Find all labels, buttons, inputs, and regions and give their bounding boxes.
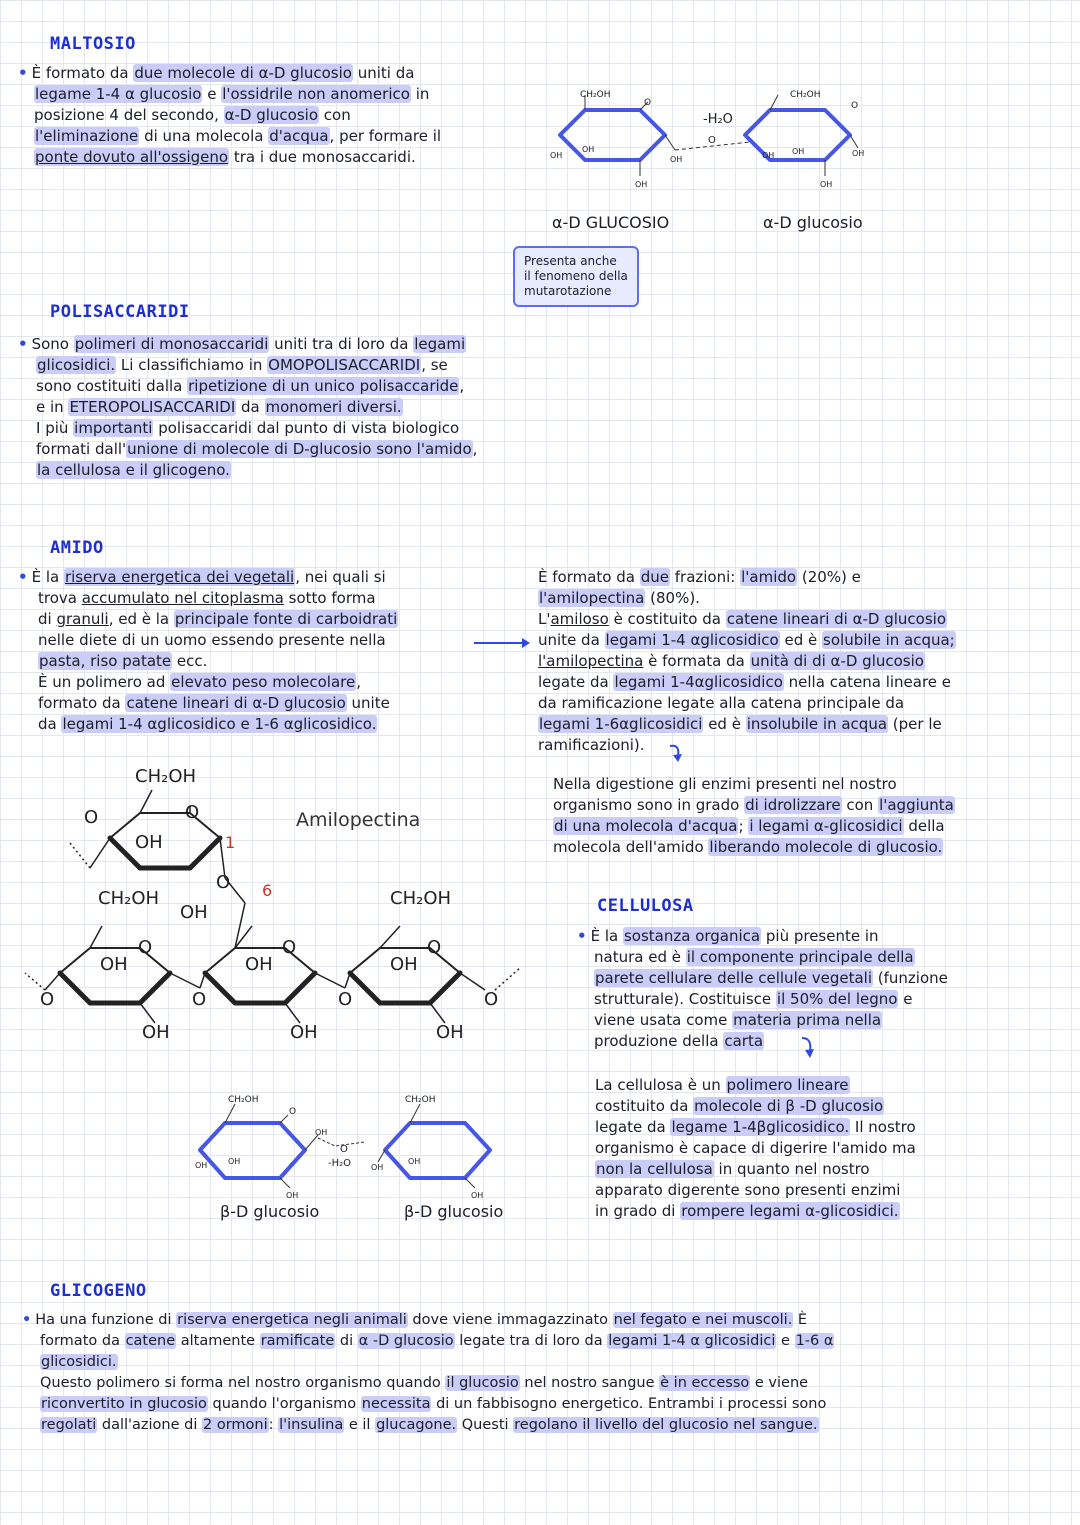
curved-arrow-icon [668, 742, 688, 764]
cellulosa-title: CELLULOSA [597, 896, 694, 916]
svg-text:OH: OH [762, 151, 775, 160]
polisaccaridi-title: POLISACCARIDI [50, 302, 190, 322]
svg-text:OH: OH [436, 1022, 464, 1043]
svg-text:O: O [340, 1144, 348, 1155]
svg-text:OH: OH [820, 180, 833, 189]
svg-text:O: O [40, 989, 55, 1010]
alpha-glucose-label-left: α-D GLUCOSIO [552, 213, 670, 232]
cellulosa-structure-text: La cellulosa è un polimero lineare costituito da molecole di β -D glucosio legate da legame 1-4βglicosidico. Il nostro organismo è capace di digerire l'amido ma non la cellulosa in quanto nel nostro apparato digerente sono presenti enzimi in grado di rompere legami α-glicosidici. [595, 1076, 916, 1220]
svg-text:O: O [851, 101, 859, 111]
svg-text:O: O [138, 937, 153, 958]
amylopectin-diagram [20, 758, 550, 1048]
mutarotation-note: Presenta anche il fenomeno della mutarotazione [513, 246, 639, 307]
maltosio-text: • È formato da due molecole di α-D glucosio uniti da legame 1-4 α glucosio e l'ossidrile non anomerico in posizione 4 del secondo, α-D glucosio con l'eliminazione di una molecola d'acqua, per formare il ponte dovuto all'ossigeno tra i due monosaccaridi. [18, 64, 442, 166]
svg-text:O: O [338, 989, 353, 1010]
svg-text:O: O [282, 937, 297, 958]
maltose-structure-diagram [540, 80, 900, 205]
svg-text:OH: OH [390, 954, 418, 975]
svg-text:O: O [185, 802, 200, 823]
svg-text:OH: OH [635, 180, 648, 189]
amido-title: AMIDO [50, 538, 104, 558]
svg-text:CH₂OH: CH₂OH [580, 90, 611, 100]
arrow-right-icon [472, 636, 532, 650]
svg-text:O: O [484, 989, 499, 1010]
svg-text:6: 6 [262, 881, 273, 900]
svg-text:O: O [84, 807, 99, 828]
bullet-icon: • [18, 568, 28, 586]
bullet-icon: • [22, 1312, 32, 1328]
svg-text:OH: OH [471, 1191, 484, 1200]
svg-text:O: O [708, 135, 716, 146]
svg-text:OH: OH [228, 1157, 241, 1166]
alpha-glucose-label-right: α-D glucosio [763, 213, 863, 232]
bullet-icon: • [577, 927, 587, 945]
amido-fractions-text: È formato da due frazioni: l'amido (20%) e l'amilopectina (80%). L'amiloso è costituito da catene lineari di α-D glucosio unite da legami 1-4 αglicosidico ed è solubile in acqua; l'amilopectina è formata da unità di di α-D glucosio legate da legami 1-4αglicosidico nella catena lineare e da ramificazione legate alla catena principale da legami 1-6αglicosidici ed è insolubile in acqua (per le ramificazioni). [538, 568, 955, 754]
svg-text:-H₂O: -H₂O [328, 1158, 352, 1169]
bullet-icon: • [18, 335, 28, 353]
svg-text:OH: OH [550, 151, 563, 160]
svg-text:OH: OH [852, 149, 865, 158]
polisaccaridi-text: • Sono polimeri di monosaccaridi uniti tra di loro da legami glicosidici. Li classifichiamo in OMOPOLISACCARIDI, se sono costituiti dalla ripetizione di un unico polisaccaride, e in ETEROPOLISACCARIDI da monomeri diversi. I più importanti polisaccaridi dal punto di vista biologico formati dall'unione di molecole di D-glucosio sono l'amido, la cellulosa e il glicogeno. [18, 335, 478, 479]
svg-text:O: O [289, 1107, 297, 1117]
svg-text:OH: OH [792, 147, 805, 156]
maltosio-title: MALTOSIO [50, 34, 136, 54]
svg-text:CH₂OH: CH₂OH [405, 1095, 436, 1105]
svg-text:OH: OH [100, 954, 128, 975]
svg-text:OH: OH [135, 832, 163, 853]
svg-text:O: O [216, 872, 231, 893]
beta-glucose-label-right: β-D glucosio [404, 1202, 504, 1221]
svg-text:CH₂OH: CH₂OH [790, 90, 821, 100]
svg-text:OH: OH [408, 1157, 421, 1166]
glicogeno-text: • Ha una funzione di riserva energetica negli animali dove viene immagazzinato nel fegato e nei muscoli. È formato da catene altamente ramificate di α -D glucosio legate tra di loro da legami 1-4 α glicosidici e 1-6 α glicosidici. Questo polimero si forma nel nostro organismo quando il glucosio nel nostro sangue è in eccesso e viene riconvertito in glucosio quando l'organismo necessita di un fabbisogno energetico. Entrambi i processi sono regolati dall'azione di 2 ormoni: l'insulina e il glucagone. Questi regolano il livello del glucosio nel sangue. [22, 1312, 834, 1433]
svg-text:OH: OH [180, 902, 208, 923]
beta-glucose-label-left: β-D glucosio [220, 1202, 320, 1221]
svg-text:O: O [644, 98, 652, 108]
svg-text:OH: OH [286, 1191, 299, 1200]
svg-text:OH: OH [195, 1161, 208, 1170]
beta-glucose-diagram [190, 1090, 520, 1205]
svg-text:OH: OH [670, 155, 683, 164]
svg-text:CH₂OH: CH₂OH [135, 766, 197, 787]
amido-text: • È la riserva energetica dei vegetali, nei quali si trova accumulato nel citoplasma sotto forma di granuli, ed è la principale fonte di carboidrati nelle diete di un uomo essendo presente nella pasta, riso patate ecc. È un polimero ad elevato peso molecolare, formato da catene lineari di α-D glucosio unite da legami 1-4 αglicosidico e 1-6 αglicosidico. [18, 568, 398, 733]
svg-text:CH₂OH: CH₂OH [228, 1095, 259, 1105]
bullet-icon: • [18, 64, 28, 82]
svg-text:OH: OH [582, 145, 595, 154]
svg-text:Amilopectina: Amilopectina [296, 809, 421, 831]
cellulosa-text: • È la sostanza organica più presente in natura ed è il componente principale della parete cellulare delle cellule vegetali (funzione strutturale). Costituisce il 50% del legno e viene usata come materia prima nella produzione della carta [577, 927, 948, 1050]
svg-text:OH: OH [371, 1163, 384, 1172]
glicogeno-title: GLICOGENO [50, 1281, 147, 1301]
svg-text:OH: OH [142, 1022, 170, 1043]
svg-text:OH: OH [245, 954, 273, 975]
svg-text:1: 1 [225, 833, 236, 852]
svg-text:OH: OH [290, 1022, 318, 1043]
svg-text:O: O [427, 937, 442, 958]
curved-arrow-icon [800, 1034, 820, 1060]
svg-text:O: O [192, 989, 207, 1010]
svg-text:-H₂O: -H₂O [703, 112, 733, 127]
digestion-text: Nella digestione gli enzimi presenti nel nostro organismo sono in grado di idrolizzare con l'aggiunta di una molecola d'acqua; i legami α-glicosidici della molecola dell'amido liberando molecole di glucosio. [553, 775, 954, 856]
svg-text:CH₂OH: CH₂OH [390, 888, 452, 909]
svg-text:CH₂OH: CH₂OH [98, 888, 160, 909]
svg-text:OH: OH [315, 1128, 328, 1137]
